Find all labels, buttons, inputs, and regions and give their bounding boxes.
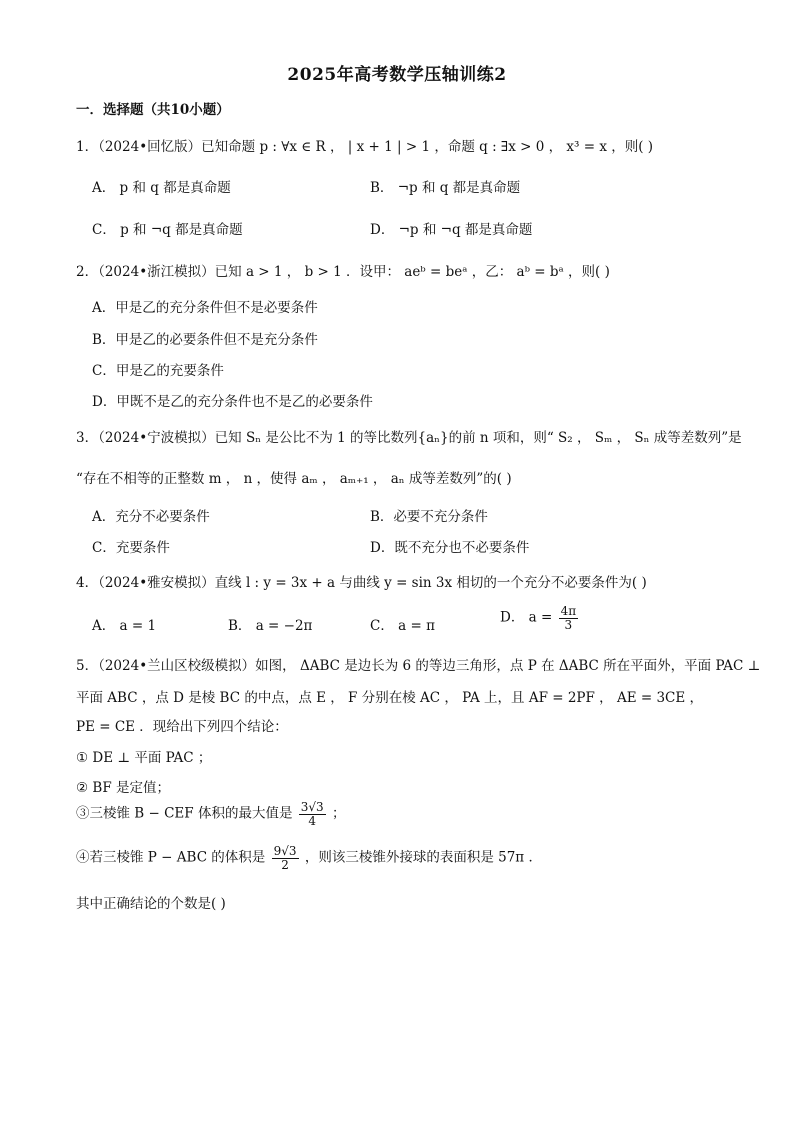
fraction-denominator: 3 (564, 617, 573, 632)
question-5-conclusion-3 (76, 801, 345, 827)
conclusion-3-suffix: ； (331, 805, 346, 822)
question-3-option-b: B．必要不充分条件 (370, 509, 488, 525)
fraction-numerator: 9√3 (273, 844, 297, 858)
question-1-option-d: D． ¬p 和 ¬q 都是真命题 (370, 222, 533, 238)
question-4-option-a: A． a = 1 (92, 618, 157, 634)
question-3-option-d: D．既不充分也不必要条件 (370, 540, 530, 556)
question-3-stem-line-2: “存在不相等的正整数 m ， n ，使得 aₘ ， aₘ₊₁ ， aₙ 成等差数列”的( ) (76, 471, 512, 487)
question-3-option-c: C．充要条件 (92, 540, 170, 556)
question-1-option-b: B． ¬p 和 q 都是真命题 (370, 180, 521, 196)
question-5-ask: 其中正确结论的个数是( ) (76, 896, 226, 912)
question-4-option-d (500, 605, 580, 631)
section-heading: 一．选择题（共10小题） (76, 102, 230, 118)
conclusion-4-suffix: ，则该三棱锥外接球的表面积是 57π ． (304, 849, 542, 866)
question-4-stem: 4．（2024•雅安模拟）直线 l : y = 3x + a 与曲线 y = sin 3x 相切的一个充分不必要条件为( ) (76, 575, 647, 591)
question-1-stem: 1．（2024•回忆版）已知命题 p : ∀x ∈ R ， | x + 1 | > 1 ，命题 q : ∃x > 0 ， x³ = x ，则( ) (76, 139, 654, 155)
conclusion-3-text: ③三棱锥 B − CEF 体积的最大值是 (76, 805, 293, 822)
question-2-stem: 2．（2024•浙江模拟）已知 a > 1 ， b > 1 ．设甲： aeᵇ = beᵃ ，乙： aᵇ = bᵃ ，则( ) (76, 264, 610, 280)
question-2-option-b: B．甲是乙的必要条件但不是充分条件 (92, 332, 318, 348)
question-2-option-d: D．甲既不是乙的充分条件也不是乙的必要条件 (92, 394, 373, 410)
question-5-stem-line-2: 平面 ABC ，点 D 是棱 BC 的中点，点 E ， F 分别在棱 AC ， PA 上，且 AF = 2PF ， AE = 3CE ， (76, 690, 704, 706)
fraction-denominator: 2 (281, 857, 289, 872)
page-title: 2025年高考数学压轴训练2 (287, 65, 507, 85)
question-2-option-c: C．甲是乙的充要条件 (92, 363, 224, 379)
question-5-conclusion-4 (76, 845, 542, 871)
question-5-conclusion-2: ② BF 是定值； (76, 780, 170, 796)
question-4-option-d-fraction (559, 605, 579, 631)
fraction-denominator: 4 (308, 813, 317, 828)
conclusion-4-fraction (272, 845, 299, 871)
conclusion-3-fraction (299, 801, 326, 827)
question-4-option-c: C． a = π (370, 618, 435, 634)
conclusion-4-text: ④若三棱锥 P − ABC 的体积是 (76, 849, 266, 866)
question-3-option-a: A．充分不必要条件 (92, 509, 210, 525)
question-5-stem-line-3: PE = CE ．现给出下列四个结论： (76, 719, 288, 735)
fraction-numerator: 4π (560, 604, 577, 618)
question-4-option-d-label: D． a = (500, 609, 553, 626)
question-2-option-a: A．甲是乙的充分条件但不是必要条件 (92, 300, 318, 316)
question-1-option-a: A． p 和 q 都是真命题 (92, 180, 231, 196)
question-5-conclusion-1: ① DE ⊥ 平面 PAC ； (76, 750, 212, 766)
question-5-stem-line-1: 5．（2024•兰山区校级模拟）如图， ΔABC 是边长为 6 的等边三角形，点 P 在 ΔABC 所在平面外，平面 PAC ⊥ (76, 658, 761, 674)
question-4-option-b: B． a = −2π (228, 618, 313, 634)
fraction-numerator: 3√3 (300, 800, 324, 814)
question-3-stem-line-1: 3．（2024•宁波模拟）已知 Sₙ 是公比不为 1 的等比数列{aₙ}的前 n 项和，则“ S₂ ， Sₘ ， Sₙ 成等差数列”是 (76, 430, 742, 446)
question-1-option-c: C． p 和 ¬q 都是真命题 (92, 222, 243, 238)
